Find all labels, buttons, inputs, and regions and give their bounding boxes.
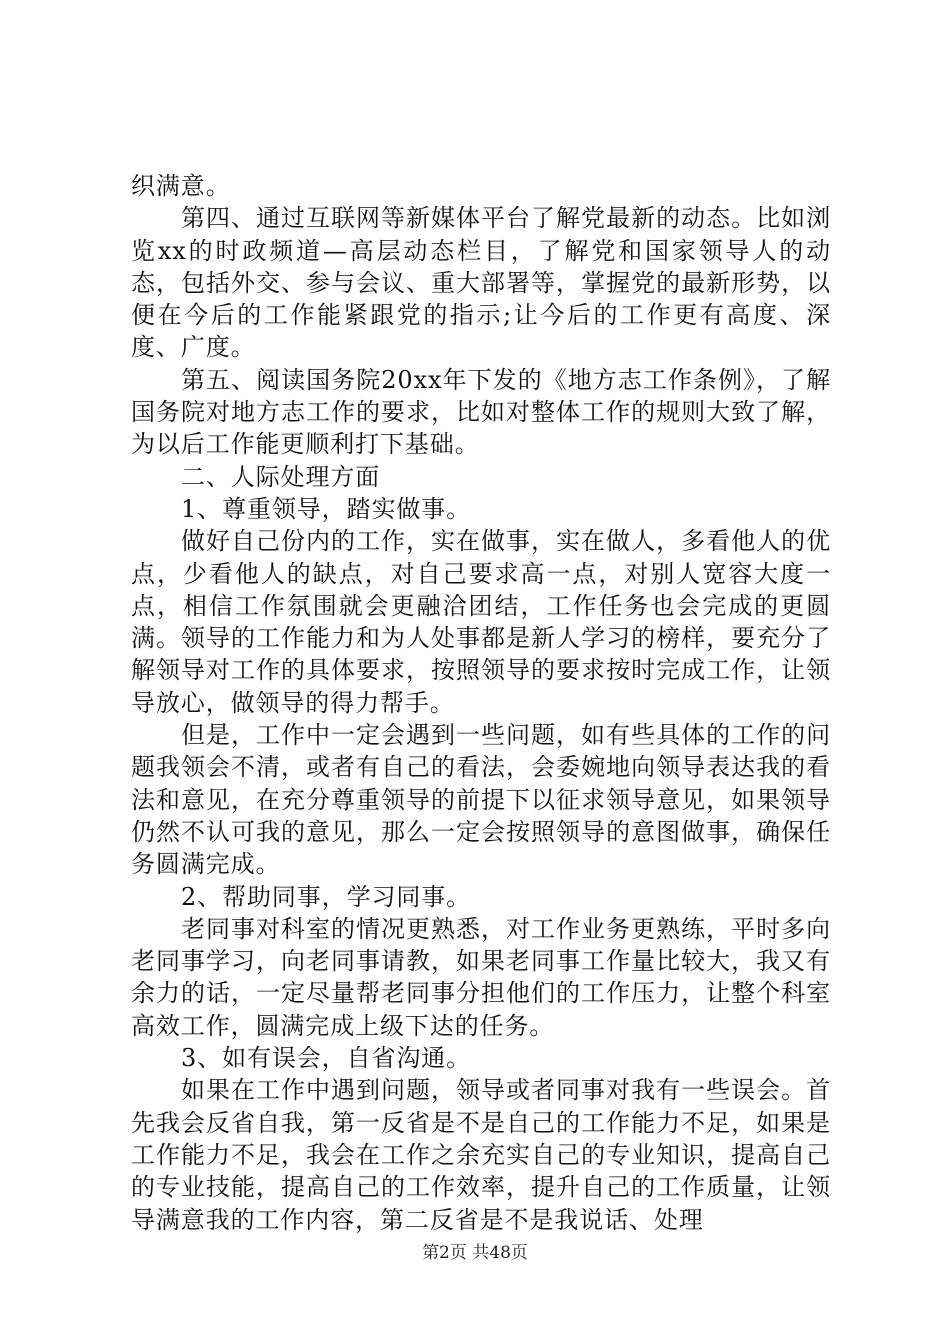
paragraph-7: 但是，工作中一定会遇到一些问题，如有些具体的工作的问题我领会不清，或者有自己的看法，会委婉地向领导表达我的看法和意见，在充分尊重领导的前提下以征求领导意见，如果领导仍然不认可我的意见，那么一定会按照领导的意图做事，确保任务圆满完成。 bbox=[131, 721, 831, 879]
page-footer: 第2页 共48页 bbox=[422, 1243, 528, 1263]
subheading-3: 3、如有误会，自省沟通。 bbox=[181, 1044, 472, 1073]
paragraph-9: 老同事对科室的情况更熟悉，对工作业务更熟练，平时多向老同事学习，向老同事请教，如果老同事工作量比较大，我又有余力的话，一定尽量帮老同事分担他们的工作压力，让整个科室高效工作，圆满完成上级下达的任务。 bbox=[131, 914, 831, 1040]
paragraph-6: 做好自己份内的工作，实在做事，实在做人，多看他人的优点，少看他人的缺点，对自己要求高一点，对别人宽容大度一点，相信工作氛围就会更融洽团结，工作任务也会完成的更圆满。领导的工作能力和为人处事都是新人学习的榜样，要充分了解领导对工作的具体要求，按照领导的要求按时完成工作，让领导放心，做领导的得力帮手。 bbox=[131, 527, 831, 717]
subheading-2: 2、帮助同事，学习同事。 bbox=[181, 882, 472, 911]
paragraph-3: 第五、阅读国务院20xx年下发的《地方志工作条例》，了解国务院对地方志工作的要求，比如对整体工作的规则大致了解，为以后工作能更顺利打下基础。 bbox=[131, 365, 831, 459]
subheading-1: 1、尊重领导，踏实做事。 bbox=[181, 494, 472, 523]
paragraph-11: 如果在工作中遇到问题，领导或者同事对我有一些误会。首先我会反省自我，第一反省是不是自己的工作能力不足，如果是工作能力不足，我会在工作之余充实自己的专业知识，提高自己的专业技能，提高自己的工作效率，提升自己的工作质量，让领导满意我的工作内容，第二反省是不是我说话、处理 bbox=[131, 1076, 831, 1234]
section-heading-interpersonal: 二、人际处理方面 bbox=[181, 462, 381, 491]
paragraph-1: 织满意。 bbox=[131, 172, 231, 200]
paragraph-2: 第四、通过互联网等新媒体平台了解党最新的动态。比如浏览xx的时政频道—高层动态栏目，了解党和国家领导人的动态，包括外交、参与会议、重大部署等，掌握党的最新形势，以便在今后的工作能紧跟党的指示;让今后的工作更有高度、深度、广度。 bbox=[131, 204, 831, 362]
document-body bbox=[131, 170, 831, 1236]
